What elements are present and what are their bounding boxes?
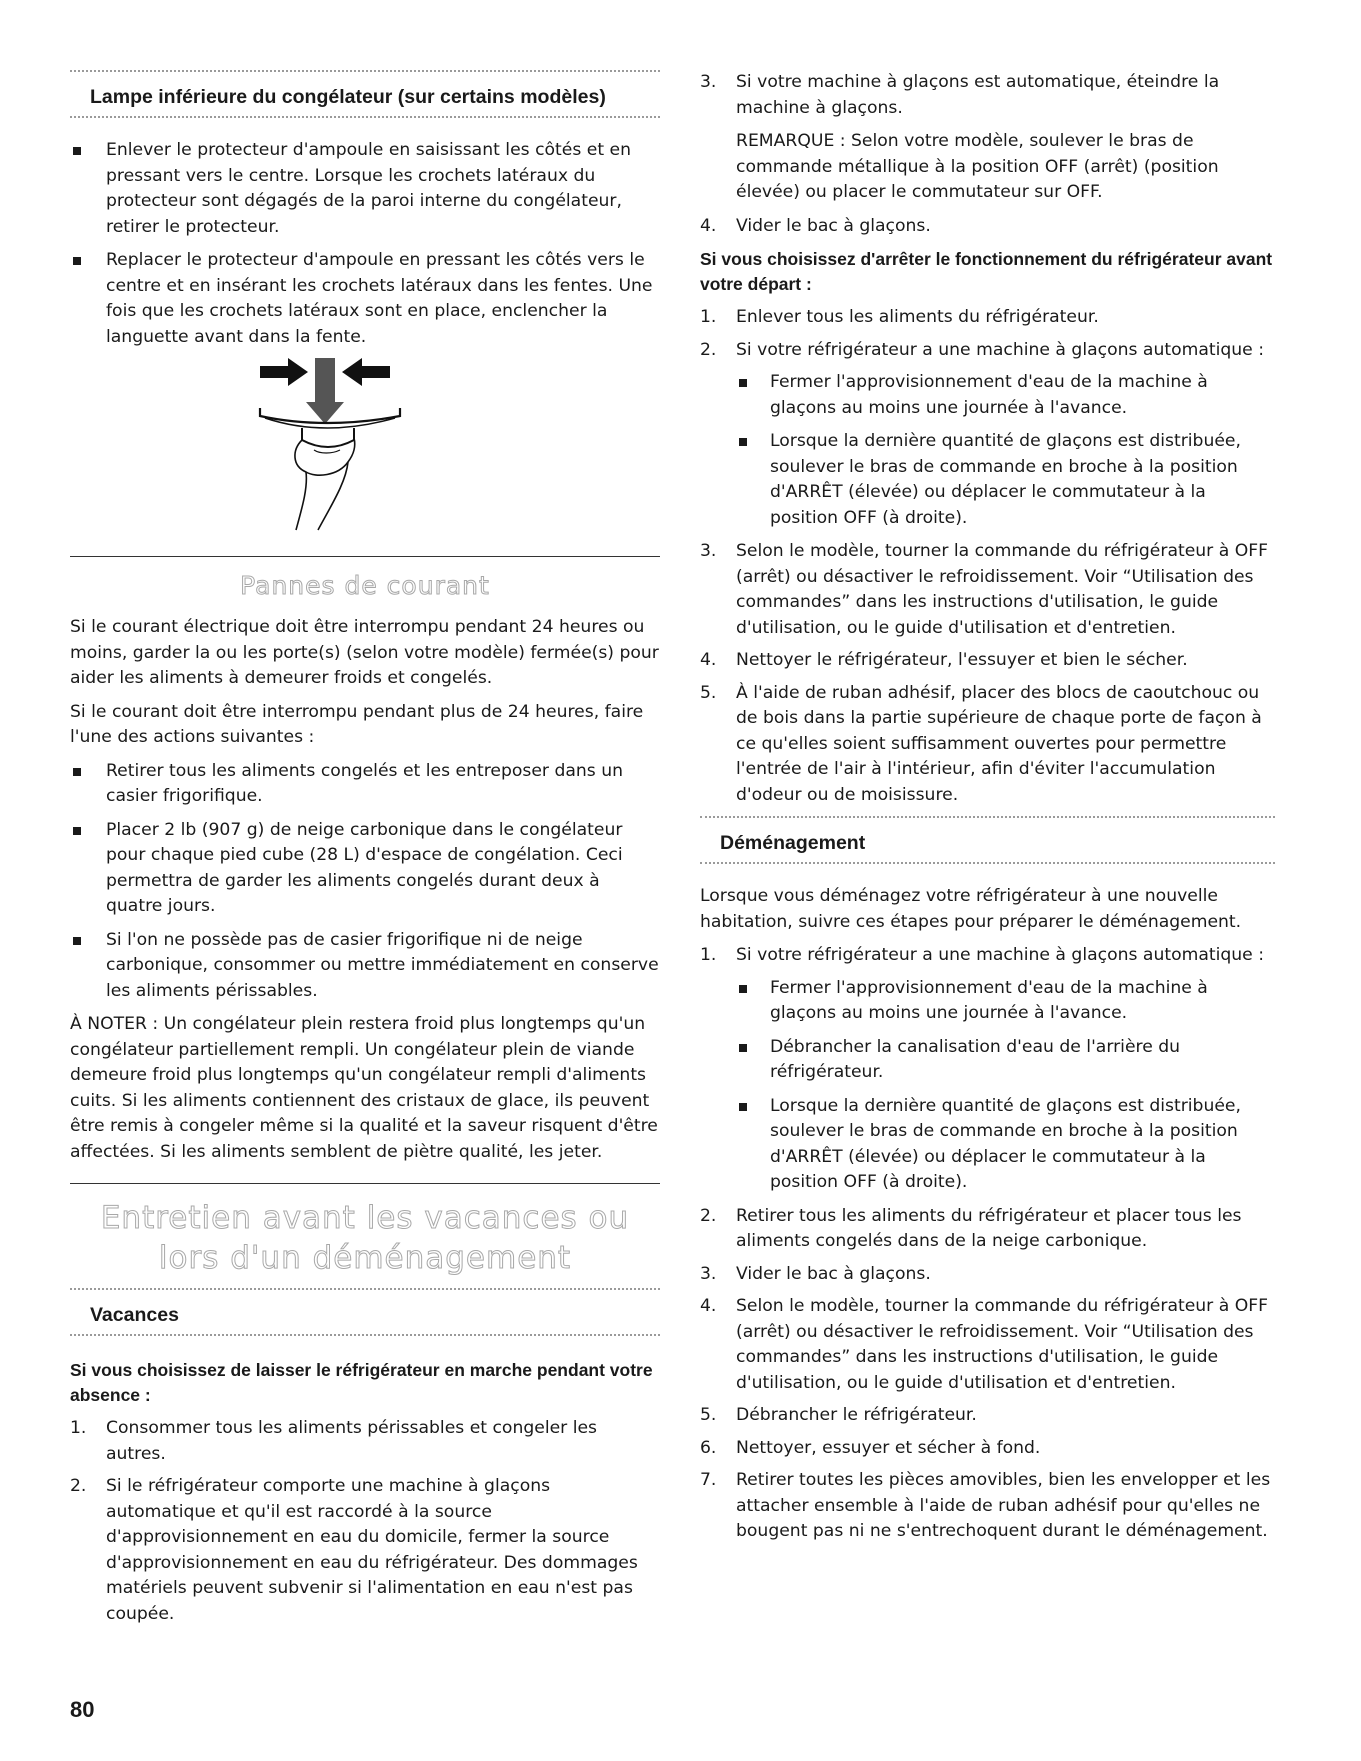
step-number: 1. — [70, 1418, 87, 1438]
list-item — [70, 1474, 660, 1627]
list-item — [700, 648, 1275, 674]
step-number: 3. — [700, 541, 717, 561]
dotted-rule — [70, 116, 660, 122]
step-number: 3. — [700, 1263, 717, 1284]
step-number: 5. — [700, 682, 717, 703]
step-text: Si votre réfrigérateur a une machine à glaçons automatique : — [736, 339, 1265, 360]
list-item — [700, 1294, 1275, 1396]
list-item: Lorsque la dernière quantité de glaçons est distribuée, soulever le bras de commande en broche à la position d'ARRÊT (élevée) ou déplacer le commutateur à la position OFF (à droite). — [736, 429, 1275, 531]
step-number: 2. — [700, 1205, 717, 1226]
moving-intro: Lorsque vous déménagez votre réfrigérateur à une nouvelle habitation, suivre ces étapes pour préparer le déménagement. — [700, 886, 1242, 932]
left-column — [70, 70, 660, 1634]
list-item — [700, 1403, 1275, 1429]
dotted-rule — [70, 70, 660, 76]
page-number: 80 — [70, 1697, 95, 1722]
list-item — [700, 1262, 1275, 1288]
list-item — [700, 681, 1275, 809]
step-text: Nettoyer, essuyer et sécher à fond. — [736, 1437, 1041, 1458]
paragraph: Si le courant électrique doit être interrompu pendant 24 heures ou moins, garder la ou les porte(s) (selon votre modèle) fermée(s) pour aider les aliments à demeurer froids et congelés. — [70, 617, 659, 688]
note-paragraph: À NOTER : Un congélateur plein restera froid plus longtemps qu'un congélateur partiellement rempli. Un congélateur plein de viande demeure froid plus longtemps qu'un congélateur rempli d'aliments cuits. Si les aliments contiennent des cristaux de glace, ils peuvent être remis à congeler même si la qualité et la saveur risquent d'être affectées. Si les aliments semblent de piètre qualité, les jeter. — [70, 1014, 658, 1162]
step-text: Vider le bac à glaçons. — [736, 215, 931, 236]
care-section-title — [70, 1198, 660, 1278]
stop-steps — [700, 305, 1275, 808]
step-text: Consommer tous les aliments périssables et congeler les autres. — [106, 1418, 598, 1464]
section-divider — [70, 556, 660, 557]
list-item: Retirer tous les aliments congelés et les entreposer dans un casier frigorifique. — [70, 759, 660, 810]
step-number: 4. — [700, 650, 717, 670]
step-text: Si le réfrigérateur comporte une machine à glaçons automatique et qu'il est raccordé à la source d'approvisionnement en eau du domicile, fermer la source d'approvisionnement en eau du réfrigérateur. Des dommages matériels peuvent subvenir si l'alimentation en eau n'est pas coupée. — [106, 1476, 638, 1624]
step-number: 1. — [700, 945, 717, 965]
moving-title: Déménagement — [720, 832, 866, 854]
step-text: Nettoyer le réfrigérateur, l'essuyer et bien le sécher. — [736, 650, 1188, 670]
lamp-section-title: Lampe inférieure du congélateur (sur certains modèles) — [90, 86, 606, 108]
step-text: Débrancher le réfrigérateur. — [736, 1405, 977, 1425]
step-text: Retirer tous les aliments du réfrigérateur et placer tous les aliments congelés dans de la neige carbonique. — [736, 1205, 1242, 1251]
vacation-lead: Si vous choisissez de laisser le réfrigérateur en marche pendant votre absence : — [70, 1360, 653, 1405]
moving-steps — [700, 943, 1275, 1545]
lamp-shield-illustration — [70, 358, 660, 538]
step-number: 2. — [700, 339, 717, 360]
power-outage-title: Pannes de courant — [240, 571, 490, 600]
dotted-rule — [70, 1288, 660, 1294]
list-item: Replacer le protecteur d'ampoule en pressant les côtés vers le centre et en insérant les crochets latéraux dans les fentes. Une fois que les crochets latéraux sont en place, enclencher la languette avant dans la fente. — [70, 248, 660, 350]
list-item — [70, 1416, 660, 1467]
step-number: 2. — [70, 1476, 87, 1496]
list-item — [700, 1436, 1275, 1462]
step-text: Enlever tous les aliments du réfrigérateur. — [736, 307, 1099, 327]
step-number: 5. — [700, 1405, 717, 1425]
step-text: Si votre réfrigérateur a une machine à glaçons automatique : — [736, 945, 1265, 965]
care-title-line-1: Entretien avant les vacances ou — [100, 1200, 630, 1236]
list-item: Fermer l'approvisionnement d'eau de la machine à glaçons au moins une journée à l'avance. — [736, 370, 1275, 421]
step-text: Si votre machine à glaçons est automatique, éteindre la machine à glaçons. — [736, 72, 1220, 118]
list-item: Placer 2 lb (907 g) de neige carbonique dans le congélateur pour chaque pied cube (28 L) d'espace de congélation. Ceci permettra de garder les aliments congelés durant deux à quatre jours. — [70, 818, 660, 920]
vacation-steps — [70, 1416, 660, 1627]
list-item: Si l'on ne possède pas de casier frigorifique ni de neige carbonique, consommer ou mettre immédiatement en conserve les aliments périssables. — [70, 928, 660, 1005]
step-text: À l'aide de ruban adhésif, placer des blocs de caoutchouc ou de bois dans la partie supérieure de chaque porte de façon à ce qu'elles soient suffisamment ouvertes pour permettre l'entrée de l'air à l'intérieur, afin d'éviter l'accumulation d'odeur ou de moisissure. — [736, 682, 1262, 805]
list-item — [700, 943, 1275, 1196]
remark-paragraph: REMARQUE : Selon votre modèle, soulever le bras de commande métallique à la position OFF (arrêt) (position élevée) ou placer le commutateur sur OFF. — [736, 131, 1219, 202]
section-divider — [70, 1183, 660, 1184]
paragraph: Si le courant doit être interrompu pendant plus de 24 heures, faire l'une des actions suivantes : — [70, 701, 644, 747]
vacation-title: Vacances — [90, 1304, 179, 1326]
step-number: 4. — [700, 215, 717, 236]
step-number: 3. — [700, 72, 717, 92]
right-column — [700, 70, 1275, 1552]
lamp-bullet-list — [70, 138, 660, 350]
stop-sub-bullets — [736, 370, 1275, 531]
vacation-steps-continued — [700, 70, 1275, 239]
dotted-rule — [700, 816, 1275, 822]
list-item — [700, 1468, 1275, 1545]
step-text: Selon le modèle, tourner la commande du réfrigérateur à OFF (arrêt) ou désactiver le refroidissement. Voir “Utilisation des commandes” dans les instructions d'utilisation, le guide d'utilisation, ou le guide d'utilisation et d'entretien. — [736, 541, 1269, 638]
dotted-rule — [70, 1334, 660, 1340]
power-bullet-list — [70, 759, 660, 1005]
step-text: Retirer toutes les pièces amovibles, bien les envelopper et les attacher ensemble à l'aide de ruban adhésif pour qu'elles ne bougent pas ni ne s'entrechoquent durant le déménagement. — [736, 1470, 1271, 1541]
list-item — [700, 214, 1275, 240]
stop-lead: Si vous choisissez d'arrêter le fonctionnement du réfrigérateur avant votre départ : — [700, 249, 1273, 294]
step-text: Vider le bac à glaçons. — [736, 1263, 931, 1284]
list-item: Débrancher la canalisation d'eau de l'arrière du réfrigérateur. — [736, 1035, 1275, 1086]
list-item — [700, 70, 1275, 206]
step-number: 4. — [700, 1296, 717, 1316]
list-item — [700, 539, 1275, 641]
list-item: Fermer l'approvisionnement d'eau de la machine à glaçons au moins une journée à l'avance. — [736, 976, 1275, 1027]
list-item — [700, 338, 1275, 532]
dotted-rule — [700, 862, 1275, 868]
step-number: 1. — [700, 307, 717, 327]
step-number: 7. — [700, 1470, 717, 1490]
list-item — [700, 305, 1275, 331]
list-item: Lorsque la dernière quantité de glaçons est distribuée, soulever le bras de commande en broche à la position d'ARRÊT (élevée) ou déplacer le commutateur à la position OFF (à droite). — [736, 1094, 1275, 1196]
list-item — [700, 1204, 1275, 1255]
list-item: Enlever le protecteur d'ampoule en saisissant les côtés et en pressant vers le centre. Lorsque les crochets latéraux du protecteur sont dégagés de la paroi interne du congélateur, retirer le protecteur. — [70, 138, 660, 240]
care-title-line-2: lors d'un déménagement — [158, 1240, 572, 1276]
step-text: Selon le modèle, tourner la commande du réfrigérateur à OFF (arrêt) ou désactiver le refroidissement. Voir “Utilisation des commandes” dans les instructions d'utilisation, le guide d'utilisation, ou le guide d'utilisation et d'entretien. — [736, 1296, 1269, 1393]
step-number: 6. — [700, 1437, 717, 1458]
moving-sub-bullets — [736, 976, 1275, 1196]
